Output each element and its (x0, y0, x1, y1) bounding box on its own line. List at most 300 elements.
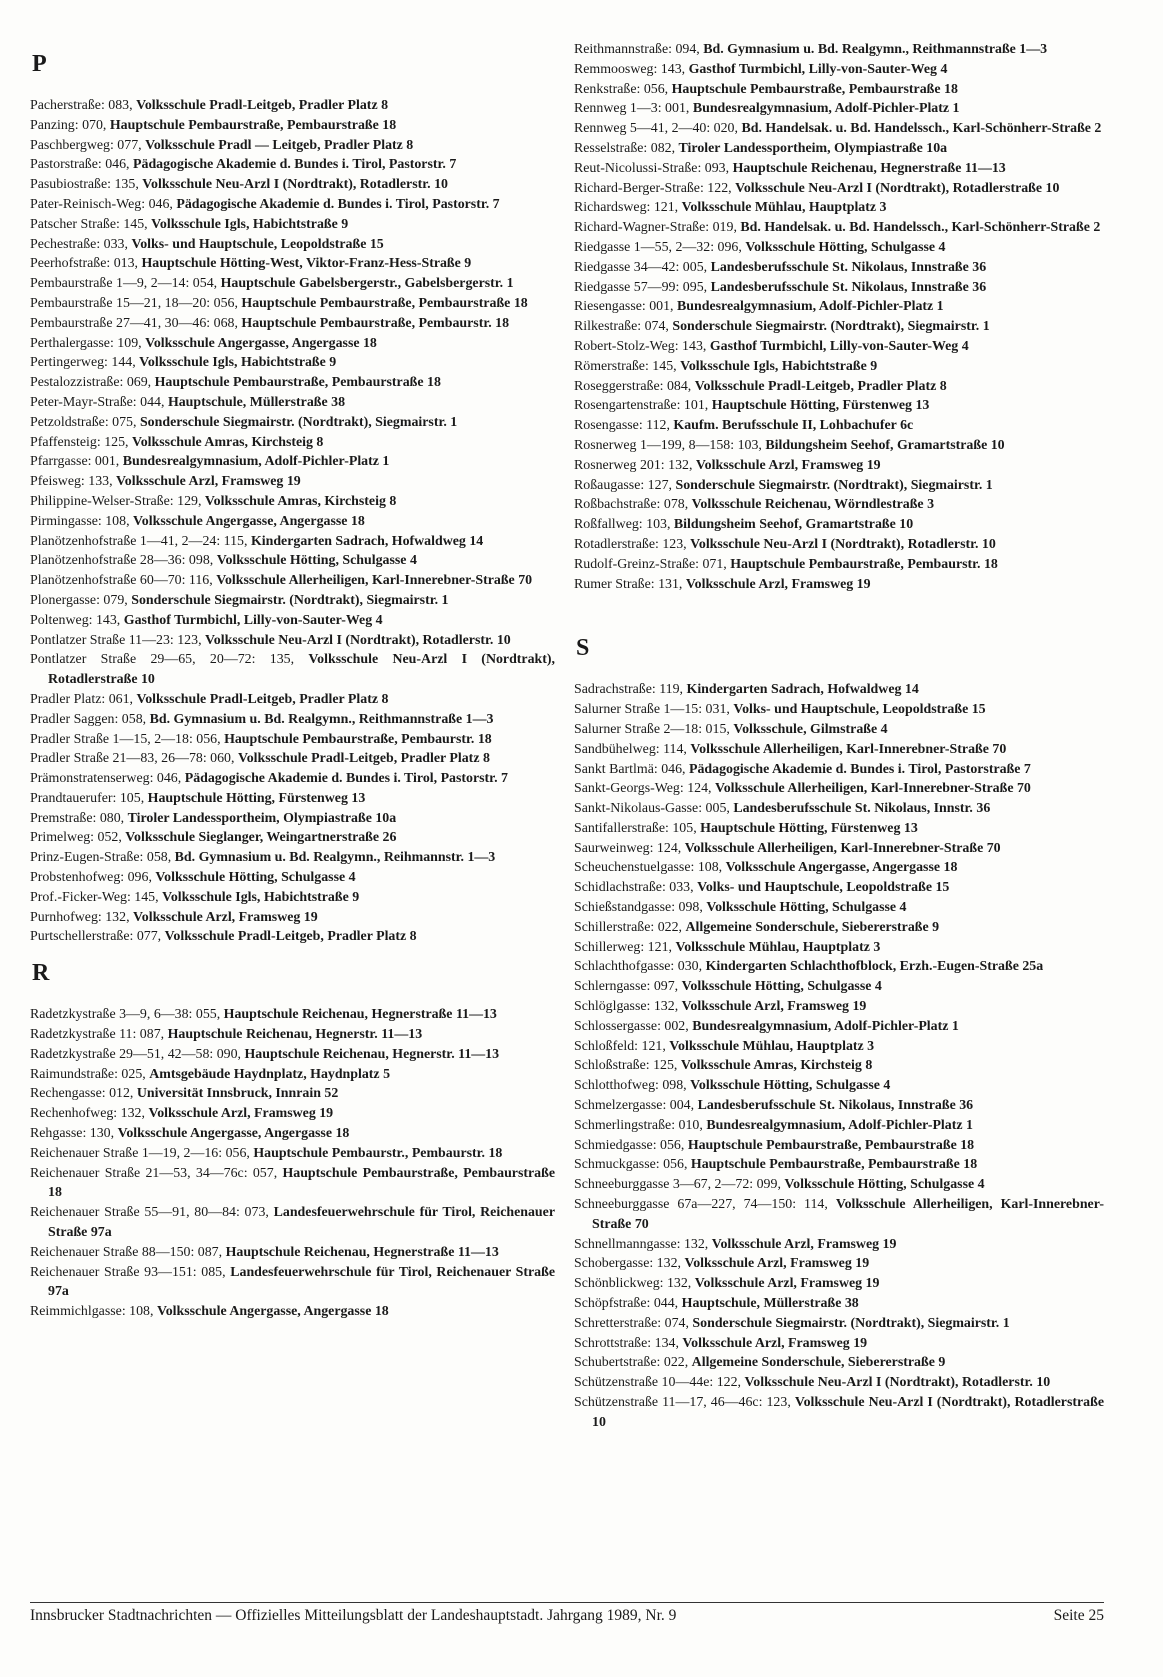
school-assignment: Bildungsheim Seehof, Gramartstraße 10 (765, 437, 1005, 453)
school-assignment: Landesberufsschule St. Nikolaus, Innstraße 36 (710, 259, 987, 275)
street-name: Reimmichlgasse: 108, (30, 1304, 157, 1320)
school-assignment: Hauptschule Pembaurstraße, Pembaurstraße 18 (687, 1137, 975, 1153)
school-assignment: Pädagogische Akademie d. Bundes i. Tirol, Pastorstr. 7 (133, 157, 457, 173)
school-assignment: Volksschule Neu-Arzl I (Nordtrakt), Rotadlerstraße 10 (48, 652, 555, 688)
street-name: Pradler Straße 21—83, 26—78: 060, (30, 751, 238, 767)
index-entry (574, 515, 1104, 535)
index-entry (574, 700, 1104, 720)
street-name: Prämonstratenserweg: 046, (30, 771, 185, 787)
index-entry (574, 1195, 1104, 1235)
street-name: Schmuckgasse: 056, (574, 1157, 691, 1173)
index-entry (30, 551, 555, 571)
school-assignment: Hauptschule Pembaurstraße, Pembaurstraße 18 (690, 1157, 978, 1173)
school-assignment: Volksschule Hötting, Schulgasse 4 (706, 900, 907, 916)
section-heading-s: S (576, 635, 590, 662)
school-assignment: Volksschule Neu-Arzl I (Nordtrakt), Rotadlerstraße 10 (735, 180, 1060, 196)
index-entry (574, 1136, 1104, 1156)
right-column (574, 40, 1104, 1433)
school-assignment: Allgemeine Sonderschule, Siebererstraße 9 (685, 919, 940, 935)
street-name: Sandbühelweg: 114, (574, 741, 691, 757)
street-name: Schützenstraße 10—44e: 122, (574, 1375, 745, 1391)
index-entry (30, 452, 555, 472)
index-entry (574, 1334, 1104, 1354)
index-entry (574, 198, 1104, 218)
index-entry (30, 888, 555, 908)
school-assignment: Bd. Gymnasium u. Bd. Realgymn., Reithmannstraße 1—3 (149, 711, 494, 727)
street-name: Schlöglgasse: 132, (574, 999, 682, 1015)
index-entry (30, 1302, 555, 1322)
index-entry (30, 215, 555, 235)
street-name: Schmerlingstraße: 010, (574, 1117, 707, 1133)
school-assignment: Sonderschule Siegmairstr. (Nordtrakt), Siegmairstr. 1 (131, 592, 449, 608)
school-assignment: Pädagogische Akademie d. Bundes i. Tirol, Pastorstr. 7 (184, 771, 508, 787)
school-assignment: Volksschule Angergasse, Angergasse 18 (117, 1126, 350, 1142)
index-entry (30, 472, 555, 492)
school-assignment: Volksschule Mühlau, Hauptplatz 3 (681, 200, 887, 216)
school-assignment: Volksschule Hötting, Schulgasse 4 (690, 1078, 891, 1094)
index-entry (30, 690, 555, 710)
school-assignment: Volksschule Amras, Kirchsteig 8 (204, 493, 397, 509)
street-name: Pechestraße: 033, (30, 236, 132, 252)
street-name: Schretterstraße: 074, (574, 1315, 693, 1331)
school-assignment: Volksschule Arzl, Framsweg 19 (694, 1276, 880, 1292)
street-name: Schidlachstraße: 033, (574, 880, 698, 896)
street-name: Schubertstraße: 022, (574, 1355, 692, 1371)
school-assignment: Gasthof Turmbichl, Lilly-von-Sauter-Weg 4 (688, 61, 948, 77)
street-name: Pasubiostraße: 135, (30, 177, 143, 193)
school-assignment: Volksschule Amras, Kirchsteig 8 (680, 1058, 873, 1074)
street-name: Schießstandgasse: 098, (574, 900, 707, 916)
index-entry (30, 591, 555, 611)
school-assignment: Volksschule Pradl-Leitgeb, Pradler Platz 8 (136, 98, 389, 113)
school-assignment: Bd. Handelsak. u. Bd. Handelssch., Karl-Schönherr-Straße 2 (741, 121, 1102, 137)
index-entry (574, 938, 1104, 958)
index-entry (574, 495, 1104, 515)
school-assignment: Hauptschule Pembaurstraße, Pembaurstraße 18 (241, 295, 528, 311)
street-name: Richardsweg: 121, (574, 200, 682, 216)
index-entry (30, 710, 555, 730)
street-name: Rosengasse: 112, (574, 418, 674, 434)
street-name: Schobergasse: 132, (574, 1256, 685, 1272)
school-assignment: Hauptschule Reichenau, Hegnerstraße 11—13 (223, 1007, 497, 1023)
school-assignment: Volksschule Igls, Habichtstraße 9 (139, 355, 337, 371)
index-entry (30, 492, 555, 512)
footer-publication: Innsbrucker Stadtnachrichten — Offizielles Mitteilungsblatt der Landeshauptstadt. Jahrgang 1989, Nr. 9 (30, 1607, 677, 1624)
school-assignment: Hauptschule, Müllerstraße 38 (681, 1296, 859, 1312)
street-name: Rotadlerstraße: 123, (574, 536, 691, 552)
street-name: Radetzkystraße 29—51, 42—58: 090, (30, 1046, 245, 1062)
street-name: Saurweinweg: 124, (574, 840, 685, 856)
school-assignment: Volks- und Hauptschule, Leopoldstraße 15 (733, 702, 986, 718)
street-name: Panzing: 070, (30, 117, 110, 133)
school-assignment: Kindergarten Sadrach, Hofwaldweg 14 (686, 682, 919, 698)
school-assignment: Volksschule Arzl, Framsweg 19 (711, 1236, 897, 1252)
school-assignment: Volksschule Arzl, Framsweg 19 (685, 576, 871, 592)
index-entry (30, 789, 555, 809)
school-assignment: Hauptschule Pembaurstraße, Pembaurstr. 18 (730, 556, 998, 572)
index-entry (30, 1164, 555, 1204)
index-entry (30, 650, 555, 690)
school-assignment: Volksschule Arzl, Framsweg 19 (695, 457, 881, 473)
index-entry (574, 436, 1104, 456)
index-entry (574, 317, 1104, 337)
street-name: Roseggerstraße: 084, (574, 378, 695, 394)
index-entry (574, 878, 1104, 898)
school-assignment: Hauptschule Hötting, Fürstenweg 13 (700, 820, 918, 836)
street-name: Reichenauer Straße 55—91, 80—84: 073, (30, 1205, 274, 1221)
school-assignment: Hauptschule Reichenau, Hegnerstr. 11—13 (167, 1027, 423, 1043)
school-assignment: Volksschule Neu-Arzl I (Nordtrakt), Rotadlerstr. 10 (205, 632, 511, 648)
street-name: Riedgasse 57—99: 095, (574, 279, 711, 295)
street-name: Rechenhofweg: 132, (30, 1106, 149, 1122)
index-entry (574, 396, 1104, 416)
index-entry (30, 848, 555, 868)
index-entry (574, 238, 1104, 258)
index-entry (574, 1274, 1104, 1294)
street-name: Peter-Mayr-Straße: 044, (30, 394, 168, 410)
school-assignment: Hauptschule, Müllerstraße 38 (167, 394, 346, 410)
page-footer (30, 1602, 1104, 1625)
street-name: Santifallerstraße: 105, (574, 820, 701, 836)
index-entry (574, 1076, 1104, 1096)
index-entry (30, 532, 555, 552)
school-assignment: Volksschule Mühlau, Hauptplatz 3 (669, 1038, 875, 1054)
school-assignment: Volksschule Pradl-Leitgeb, Pradler Platz 8 (136, 691, 389, 707)
index-entry (30, 413, 555, 433)
street-name: Schneeburggasse 3—67, 2—72: 099, (574, 1177, 785, 1193)
index-entry (30, 1263, 555, 1303)
street-name: Pirmingasse: 108, (30, 513, 134, 529)
street-name: Rudolf-Greinz-Straße: 071, (574, 556, 731, 572)
street-name: Pembaurstraße 27—41, 30—46: 068, (30, 315, 242, 331)
index-entry (30, 512, 555, 532)
street-name: Radetzkystraße 11: 087, (30, 1027, 168, 1043)
school-assignment: Hauptschule Pembaurstr., Pembaurstr. 18 (253, 1145, 503, 1161)
street-name: Sankt-Nikolaus-Gasse: 005, (574, 801, 734, 817)
index-entry (30, 927, 555, 947)
street-name: Probstenhofweg: 096, (30, 870, 156, 886)
street-name: Schönblickweg: 132, (574, 1276, 695, 1292)
index-entry (574, 1056, 1104, 1076)
section-heading-r: R (32, 960, 50, 987)
index-entry (574, 1175, 1104, 1195)
index-entry (574, 139, 1104, 159)
school-assignment: Tiroler Landessportheim, Olympiastraße 10a (678, 140, 948, 156)
street-name: Sadrachstraße: 119, (574, 682, 687, 698)
street-name: Poltenweg: 143, (30, 612, 124, 628)
school-assignment: Volksschule Angergasse, Angergasse 18 (725, 860, 958, 876)
school-assignment: Volksschule Neu-Arzl I (Nordtrakt), Rotadlerstr. 10 (142, 177, 448, 193)
school-assignment: Pädagogische Akademie d. Bundes i. Tirol, Pastorstr. 7 (176, 196, 500, 212)
index-entry (30, 433, 555, 453)
school-assignment: Bildungsheim Seehof, Gramartstraße 10 (673, 517, 914, 533)
school-assignment: Bundesrealgymnasium, Adolf-Pichler-Platz 1 (692, 101, 960, 117)
school-assignment: Volksschule Amras, Kirchsteig 8 (131, 434, 324, 450)
street-name: Pradler Straße 1—15, 2—18: 056, (30, 731, 225, 747)
street-name: Radetzkystraße 3—9, 6—38: 055, (30, 1007, 224, 1023)
street-name: Plonergasse: 079, (30, 592, 132, 608)
index-entry (30, 1124, 555, 1144)
school-assignment: Hauptschule Hötting, Fürstenweg 13 (147, 790, 366, 806)
school-assignment: Bundesrealgymnasium, Adolf-Pichler-Platz 1 (677, 299, 944, 315)
school-assignment: Volksschule Arzl, Framsweg 19 (148, 1106, 334, 1122)
school-assignment: Bundesrealgymnasium, Adolf-Pichler-Platz 1 (706, 1117, 973, 1133)
index-entry (574, 957, 1104, 977)
index-entry (574, 918, 1104, 938)
index-entry (574, 740, 1104, 760)
school-assignment: Volksschule Pradl-Leitgeb, Pradler Platz 8 (164, 929, 417, 945)
street-name: Resselstraße: 082, (574, 140, 679, 156)
index-entry (30, 1005, 555, 1025)
index-entry (574, 99, 1104, 119)
street-name: Philippine-Welser-Straße: 129, (30, 493, 205, 509)
street-name: Pembaurstraße 1—9, 2—14: 054, (30, 276, 221, 292)
index-entry (30, 1104, 555, 1124)
index-entry (574, 297, 1104, 317)
school-assignment: Allgemeine Sonderschule, Siebererstraße 9 (691, 1355, 946, 1371)
school-assignment: Gasthof Turmbichl, Lilly-von-Sauter-Weg 4 (709, 338, 969, 354)
index-entry (574, 1096, 1104, 1116)
index-entry (30, 828, 555, 848)
index-entry (574, 1353, 1104, 1373)
street-name: Schlerngasse: 097, (574, 979, 682, 995)
school-assignment: Hauptschule Pembaurstraße, Pembaurstr. 18 (241, 315, 510, 331)
school-assignment: Sonderschule Siegmairstr. (Nordtrakt), Siegmairstr. 1 (692, 1315, 1010, 1331)
index-entry (574, 839, 1104, 859)
index-entry (574, 779, 1104, 799)
school-assignment: Sonderschule Siegmairstr. (Nordtrakt), Siegmairstr. 1 (672, 319, 990, 335)
street-name: Schillerweg: 121, (574, 939, 676, 955)
street-name: Schrottstraße: 134, (574, 1335, 683, 1351)
street-name: Richard-Wagner-Straße: 019, (574, 220, 741, 236)
index-entry (30, 393, 555, 413)
index-entry (30, 254, 555, 274)
footer-page-number: Seite 25 (1053, 1607, 1104, 1624)
street-name: Remmoosweg: 143, (574, 61, 689, 77)
school-assignment: Volksschule Arzl, Framsweg 19 (116, 474, 301, 490)
school-assignment: Volksschule Pradl — Leitgeb, Pradler Platz 8 (145, 137, 414, 153)
school-assignment: Kindergarten Schlachthofblock, Erzh.-Eugen-Straße 25a (705, 959, 1044, 975)
street-name: Rennweg 1—3: 001, (574, 101, 693, 117)
street-name: Pfeisweg: 133, (30, 474, 117, 490)
street-name: Reichenauer Straße 21—53, 34—76c: 057, (30, 1165, 283, 1181)
street-name: Riedgasse 1—55, 2—32: 096, (574, 239, 746, 255)
school-assignment: Volksschule Pradl-Leitgeb, Pradler Platz 8 (237, 751, 490, 767)
street-name: Pradler Platz: 061, (30, 691, 137, 707)
street-name: Sankt-Georgs-Weg: 124, (574, 781, 715, 797)
street-name: Rilkestraße: 074, (574, 319, 673, 335)
index-entry (30, 294, 555, 314)
index-entry (574, 680, 1104, 700)
school-assignment: Sonderschule Siegmairstr. (Nordtrakt), Siegmairstr. 1 (139, 414, 458, 430)
school-assignment: Hauptschule Reichenau, Hegnerstraße 11—13 (732, 160, 1006, 176)
school-assignment: Volksschule Allerheiligen, Karl-Innerebner-Straße 70 (216, 573, 533, 589)
school-assignment: Bundesrealgymnasium, Adolf-Pichler-Platz 1 (692, 1018, 959, 1034)
index-entry (30, 749, 555, 769)
school-assignment: Volksschule Arzl, Framsweg 19 (682, 1335, 868, 1351)
school-assignment: Volksschule Hötting, Schulgasse 4 (745, 239, 946, 255)
street-name: Reichenauer Straße 88—150: 087, (30, 1244, 226, 1260)
school-assignment: Volks- und Hauptschule, Leopoldstraße 15 (131, 236, 384, 252)
school-assignment: Bd. Gymnasium u. Bd. Realgymn., Reithmannstraße 1—3 (703, 42, 1048, 57)
index-entry (574, 1235, 1104, 1255)
index-entry (574, 575, 1104, 595)
street-name: Prof.-Ficker-Weg: 145, (30, 889, 163, 905)
street-name: Renkstraße: 056, (574, 81, 672, 97)
index-entry (574, 1017, 1104, 1037)
school-assignment: Volksschule Hötting, Schulgasse 4 (784, 1177, 985, 1193)
index-entry (574, 1116, 1104, 1136)
school-assignment: Volksschule Pradl-Leitgeb, Pradler Platz 8 (694, 378, 947, 394)
school-assignment: Bd. Gymnasium u. Bd. Realgymn., Reihmannstr. 1—3 (174, 850, 496, 866)
street-name: Robert-Stolz-Weg: 143, (574, 338, 710, 354)
street-name: Rehgasse: 130, (30, 1126, 118, 1142)
school-assignment: Kindergarten Sadrach, Hofwaldweg 14 (250, 533, 484, 549)
street-name: Reichenauer Straße 1—19, 2—16: 056, (30, 1145, 254, 1161)
index-entry (30, 373, 555, 393)
index-entry (574, 858, 1104, 878)
index-entry (30, 175, 555, 195)
school-assignment: Volksschule Sieglanger, Weingartnerstraße 26 (125, 830, 397, 846)
street-name: Roßaugasse: 127, (574, 477, 676, 493)
street-name: Purtschellerstraße: 077, (30, 929, 165, 945)
school-assignment: Volksschule Igls, Habichtstraße 9 (151, 216, 349, 232)
index-entry (574, 40, 1104, 60)
index-entry (574, 377, 1104, 397)
school-assignment: Volksschule Neu-Arzl I (Nordtrakt), Rotadlerstraße 10 (592, 1395, 1104, 1430)
street-name: Pertingerweg: 144, (30, 355, 140, 371)
school-assignment: Volksschule Neu-Arzl I (Nordtrakt), Rotadlerstr. 10 (744, 1375, 1051, 1391)
index-entry (574, 1294, 1104, 1314)
index-entry (574, 218, 1104, 238)
street-name: Planötzenhofstraße 60—70: 116, (30, 573, 217, 589)
street-name: Planötzenhofstraße 1—41, 2—24: 115, (30, 533, 251, 549)
street-name: Sankt Bartlmä: 046, (574, 761, 689, 777)
school-assignment: Hauptschule Pembaurstraße, Pembaurstraße 18 (48, 1165, 555, 1201)
street-name: Rosnerweg 201: 132, (574, 457, 696, 473)
street-name: Pacherstraße: 083, (30, 98, 137, 113)
street-name: Schmelzergasse: 004, (574, 1098, 698, 1114)
school-assignment: Landesberufsschule St. Nikolaus, Innstraße 36 (710, 279, 987, 295)
index-entry (574, 799, 1104, 819)
school-assignment: Volksschule Hötting, Schulgasse 4 (681, 979, 882, 995)
index-entry (574, 1254, 1104, 1274)
street-name: Schlachthofgasse: 030, (574, 959, 706, 975)
street-name: Salurner Straße 1—15: 031, (574, 702, 734, 718)
street-name: Schöpfstraße: 044, (574, 1296, 682, 1312)
school-assignment: Hauptschule Pembaurstraße, Pembaurstraße 18 (109, 117, 397, 133)
index-entry (574, 1393, 1104, 1433)
street-name: Pradler Saggen: 058, (30, 711, 150, 727)
street-name: Schmiedgasse: 056, (574, 1137, 688, 1153)
index-entry (30, 1045, 555, 1065)
index-entry (574, 179, 1104, 199)
school-assignment: Volks- und Hauptschule, Leopoldstraße 15 (697, 880, 950, 896)
street-name: Pontlatzer Straße 29—65, 20—72: 135, (30, 652, 309, 668)
street-name: Schloßfeld: 121, (574, 1038, 670, 1054)
index-entry (30, 1084, 555, 1104)
street-name: Reut-Nicolussi-Straße: 093, (574, 160, 733, 176)
index-entry (30, 1065, 555, 1085)
index-entry (574, 278, 1104, 298)
school-assignment: Bundesrealgymnasium, Adolf-Pichler-Platz 1 (122, 454, 390, 470)
street-name: Pestalozzistraße: 069, (30, 375, 155, 391)
school-assignment: Tiroler Landessportheim, Olympiastraße 10a (127, 810, 397, 826)
section-heading-p: P (32, 51, 47, 77)
street-name: Schneeburggasse 67a—227, 74—150: 114, (574, 1197, 836, 1213)
street-name: Planötzenhofstraße 28—36: 098, (30, 553, 217, 569)
school-assignment: Landesberufsschule St. Nikolaus, Innstraße 36 (697, 1098, 974, 1114)
school-assignment: Volksschule Igls, Habichtstraße 9 (162, 889, 360, 905)
index-entry (30, 1144, 555, 1164)
street-name: Raimundstraße: 025, (30, 1066, 150, 1082)
index-entry (574, 720, 1104, 740)
street-name: Patscher Straße: 145, (30, 216, 152, 232)
index-entry (30, 809, 555, 829)
index-entry (574, 997, 1104, 1017)
index-entry (574, 258, 1104, 278)
school-assignment: Volksschule Arzl, Framsweg 19 (681, 999, 867, 1015)
index-entry (574, 1037, 1104, 1057)
street-name: Premstraße: 080, (30, 810, 128, 826)
index-entry (30, 1025, 555, 1045)
index-entry (574, 416, 1104, 436)
street-name: Reithmannstraße: 094, (574, 42, 704, 57)
index-entry (574, 1155, 1104, 1175)
school-assignment: Pädagogische Akademie d. Bundes i. Tirol, Pastorstraße 7 (688, 761, 1031, 777)
school-assignment: Volksschule Hötting, Schulgasse 4 (155, 870, 356, 886)
school-assignment: Landesberufsschule St. Nikolaus, Innstr. 36 (733, 801, 991, 817)
school-assignment: Volksschule Igls, Habichtstraße 9 (680, 358, 878, 374)
street-name: Pastorstraße: 046, (30, 157, 134, 173)
street-name: Schlotthofweg: 098, (574, 1078, 691, 1094)
street-name: Scheuchenstuelgasse: 108, (574, 860, 726, 876)
street-name: Paschbergweg: 077, (30, 137, 146, 153)
street-name: Schnellmanngasse: 132, (574, 1236, 712, 1252)
school-assignment: Bd. Handelsak. u. Bd. Handelssch., Karl-Schönherr-Straße 2 (740, 220, 1101, 236)
street-name: Riesengasse: 001, (574, 299, 678, 315)
street-name: Pfaffensteig: 125, (30, 434, 132, 450)
index-entry (30, 769, 555, 789)
street-name: Pembaurstraße 15—21, 18—20: 056, (30, 295, 242, 311)
street-name: Prinz-Eugen-Straße: 058, (30, 850, 175, 866)
index-entry (574, 1373, 1104, 1393)
school-assignment: Volksschule, Gilmstraße 4 (733, 721, 888, 737)
street-name: Prandtauerufer: 105, (30, 790, 148, 806)
index-entry (574, 337, 1104, 357)
school-assignment: Volksschule Reichenau, Wörndlestraße 3 (691, 497, 935, 513)
school-assignment: Volksschule Allerheiligen, Karl-Innerebner-Straße 70 (592, 1197, 1104, 1232)
street-name: Roßbachstraße: 078, (574, 497, 692, 513)
street-name: Primelweg: 052, (30, 830, 126, 846)
school-assignment: Sonderschule Siegmairstr. (Nordtrakt), Siegmairstr. 1 (675, 477, 993, 493)
street-name: Rennweg 5—41, 2—40: 020, (574, 121, 742, 137)
street-name: Riedgasse 34—42: 005, (574, 259, 711, 275)
street-name: Pfarrgasse: 001, (30, 454, 123, 470)
school-assignment: Volksschule Allerheiligen, Karl-Innerebner-Straße 70 (690, 741, 1007, 757)
index-entry (574, 1314, 1104, 1334)
street-name: Rosengartenstraße: 101, (574, 398, 712, 414)
index-entry (574, 159, 1104, 179)
left-column (30, 40, 555, 1322)
school-assignment: Volksschule Angergasse, Angergasse 18 (145, 335, 377, 351)
street-name: Schlossergasse: 002, (574, 1018, 693, 1034)
index-entry (574, 555, 1104, 575)
index-entry (30, 155, 555, 175)
street-name: Salurner Straße 2—18: 015, (574, 721, 734, 737)
street-name: Rosnerweg 1—199, 8—158: 103, (574, 437, 766, 453)
street-name: Rumer Straße: 131, (574, 576, 686, 592)
